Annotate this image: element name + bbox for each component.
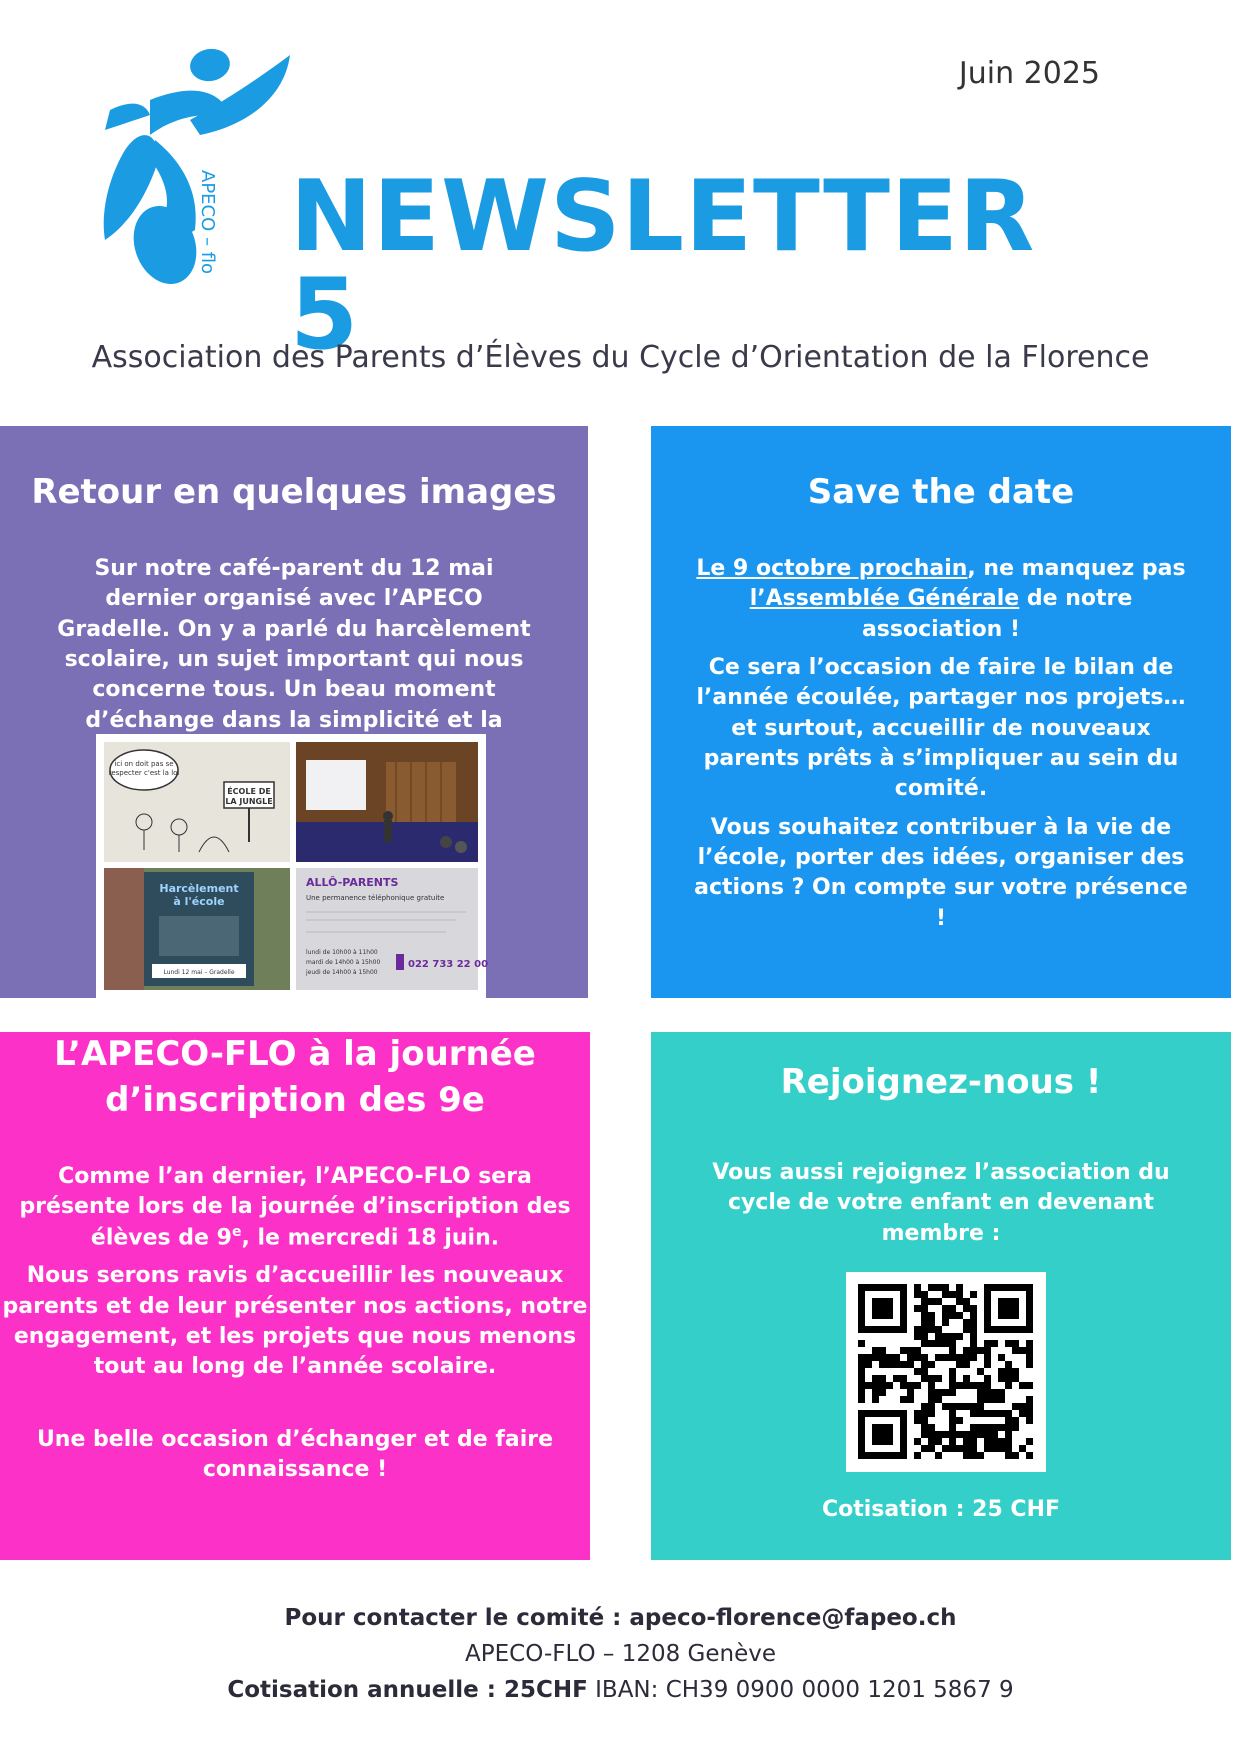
panel-title: Retour en quelques images bbox=[31, 472, 557, 512]
apeco-flo-logo bbox=[50, 40, 300, 295]
svg-text:jeudi de 14h00 à 15h00: jeudi de 14h00 à 15h00 bbox=[306, 969, 378, 976]
poster-title: Harcèlement bbox=[159, 882, 239, 895]
panel-title: L’APECO-FLO à la journée d’inscription des 9e bbox=[54, 1034, 536, 1120]
panel-journee-inscription bbox=[0, 1032, 590, 1560]
photo-collage bbox=[96, 734, 489, 998]
logo-text: APECO – flo bbox=[197, 170, 218, 275]
panel-text: Sur notre café-parent du 12 mai dernier organisé avec l’APECO Gradelle. On y a parlé du harcèlement scolaire, un sujet important qui nous concerne tous. Un beau moment d’échange dans la simplicité et la bbox=[57, 555, 531, 733]
photo-cartoon bbox=[104, 742, 290, 862]
photo-sign-text: ÉCOLE DE bbox=[227, 787, 271, 796]
inscription-para1: Comme l’an dernier, l’APECO-FLO sera présente lors de la journée d’inscription des élèves de 9e, le mercredi 18 juin. bbox=[19, 1163, 571, 1250]
footer-contact: Pour contacter le comité : apeco-florence@fapeo.ch bbox=[284, 1605, 957, 1631]
join-fee: Cotisation : 25 CHF bbox=[821, 1496, 1061, 1522]
panel-title: Rejoignez-nous ! bbox=[780, 1062, 1102, 1102]
allo-parents-title: ALLÔ-PARENTS bbox=[306, 876, 399, 889]
svg-text:à l'école: à l'école bbox=[173, 895, 225, 908]
inscription-para3: Une belle occasion d’échanger et de faire connaissance ! bbox=[36, 1426, 554, 1482]
assemblee-link[interactable]: l’Assemblée Générale bbox=[749, 586, 1020, 612]
panel-save-the-date bbox=[651, 426, 1231, 998]
svg-text:mardi de 14h00 à 15h00: mardi de 14h00 à 15h00 bbox=[306, 959, 381, 966]
save-date-para3: Vous souhaitez contribuer à la vie de l’école, porter des idées, organiser des actions ? On compte sur votre présence ! bbox=[694, 814, 1188, 931]
membership-qr-code[interactable] bbox=[846, 1272, 1046, 1472]
newsletter-title: NEWSLETTER 5 bbox=[290, 160, 1036, 372]
photo-allo-parents bbox=[296, 868, 489, 990]
inscription-para2: Nous serons ravis d’accueillir les nouveaux parents et de leur présenter nos actions, notre engagement, et les projets que nous menons tout au long de l’année scolaire. bbox=[2, 1263, 588, 1380]
svg-text:LA JUNGLE: LA JUNGLE bbox=[225, 797, 273, 806]
svg-text:respecter c'est la loi: respecter c'est la loi bbox=[108, 769, 180, 777]
footer-fee: Cotisation annuelle : 25CHF IBAN: CH39 0900 0000 1201 5867 9 bbox=[227, 1677, 1014, 1703]
footer bbox=[0, 1600, 1241, 1708]
panel-title: Save the date bbox=[807, 472, 1075, 512]
svg-text:lundi de 10h00 à 11h00: lundi de 10h00 à 11h00 bbox=[306, 949, 378, 956]
date-link[interactable]: Le 9 octobre prochain bbox=[696, 555, 968, 581]
save-date-para1: Le 9 octobre prochain, ne manquez pas l’Assemblée Générale de notre association ! bbox=[696, 555, 1186, 642]
newsletter-date: Juin 2025 bbox=[958, 56, 1100, 91]
photo-poster-harcelement bbox=[104, 868, 290, 990]
join-text: Vous aussi rejoignez l’association du cycle de votre enfant en devenant membre : bbox=[712, 1159, 1170, 1246]
svg-text:Une permanence téléphonique gr: Une permanence téléphonique gratuite bbox=[306, 894, 445, 902]
svg-text:ici on doit pas se: ici on doit pas se bbox=[114, 760, 174, 768]
allo-parents-phone: 022 733 22 00 bbox=[408, 959, 489, 970]
footer-address: APECO-FLO – 1208 Genève bbox=[465, 1641, 776, 1667]
svg-text:Lundi 12 mai – Gradelle: Lundi 12 mai – Gradelle bbox=[163, 969, 235, 976]
association-name: Association des Parents d’Élèves du Cycle d’Orientation de la Florence bbox=[91, 340, 1150, 375]
save-date-para2: Ce sera l’occasion de faire le bilan de l’année écoulée, partager nos projets… et surtout, accueillir de nouveaux parents prêts à s’impliquer au sein du comité. bbox=[696, 654, 1186, 802]
photo-auditorium bbox=[296, 742, 478, 862]
